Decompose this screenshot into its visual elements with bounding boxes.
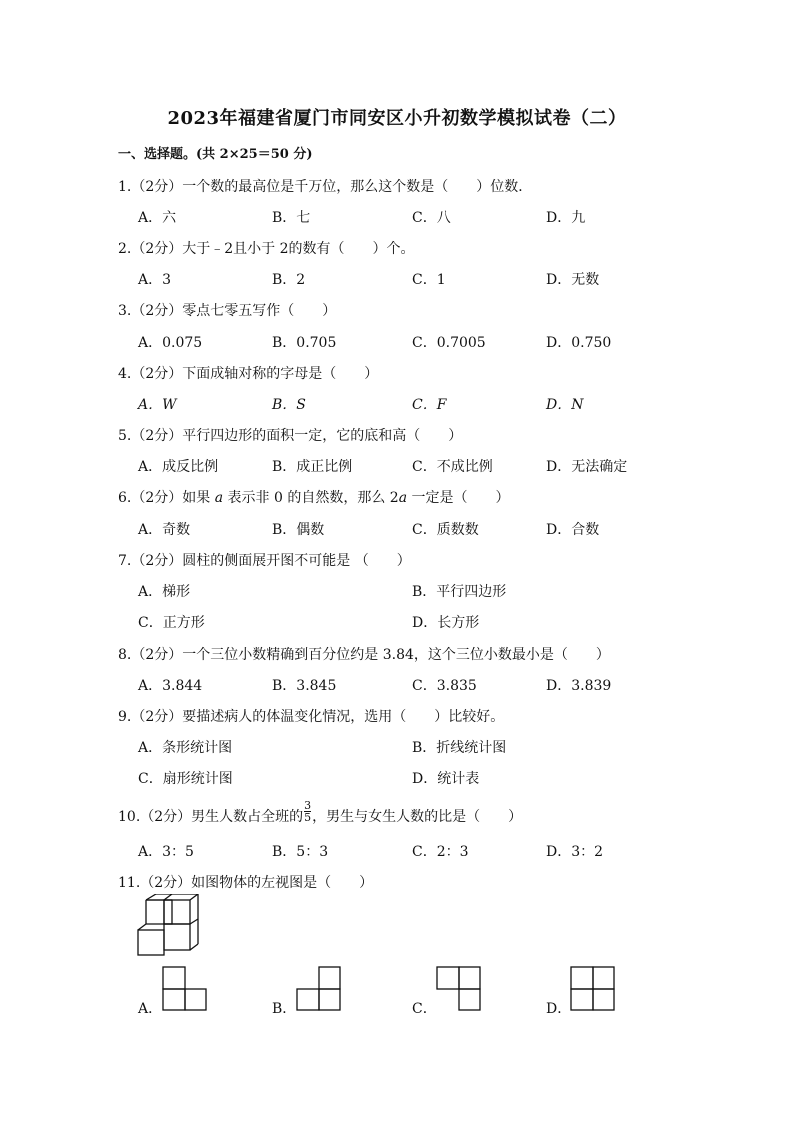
option-9b: B．折线统计图	[412, 740, 507, 756]
option-2c: C．1	[412, 272, 446, 288]
view-a-figure	[162, 966, 208, 1012]
option-2b: B．2	[272, 272, 306, 288]
option-11d: D．	[546, 1001, 572, 1017]
option-10d: D．3：2	[546, 844, 604, 860]
option-11b: B．	[272, 1001, 297, 1017]
option-7b: B．平行四边形	[412, 584, 507, 600]
option-4b: B．S	[272, 397, 306, 413]
option-11a: A．	[138, 1001, 163, 1017]
option-9a: A．条形统计图	[138, 740, 233, 756]
option-2d: D．无数	[546, 272, 600, 288]
option-4a: A．W	[138, 397, 177, 413]
option-1c: C．八	[412, 210, 451, 226]
page-title: 2023年福建省厦门市同安区小升初数学模拟试卷（二）	[167, 108, 627, 129]
option-1d: D．九	[546, 210, 586, 226]
option-7c: C．正方形	[138, 615, 205, 631]
question-1: 1.（2分）一个数的最高位是千万位，那么这个数是（ ）位数．	[118, 179, 533, 195]
question-5: 5.（2分）平行四边形的面积一定，它的底和高（ ）	[118, 428, 463, 444]
option-6b: B．偶数	[272, 522, 325, 538]
option-7d: D．长方形	[412, 615, 480, 631]
option-10b: B．5：3	[272, 844, 329, 860]
option-5b: B．成正比例	[272, 459, 353, 475]
option-2a: A．3	[138, 272, 172, 288]
option-8c: C．3.835	[412, 678, 477, 694]
option-3b: B．0.705	[272, 335, 337, 351]
option-1b: B．七	[272, 210, 311, 226]
question-6: 6.（2分）如果 a 表示非 0 的自然数，那么 2a 一定是（ ）	[118, 490, 510, 506]
cube-stack-figure	[136, 894, 200, 958]
option-9d: D．统计表	[412, 771, 480, 787]
fraction: $\frac{3}{5}$	[304, 798, 312, 824]
question-3: 3.（2分）零点七零五写作（ ）	[118, 303, 337, 319]
option-6a: A．奇数	[138, 522, 191, 538]
option-1a: A．六	[138, 210, 177, 226]
option-3d: D．0.750	[546, 335, 612, 351]
option-4c: C．F	[412, 397, 447, 413]
option-6d: D．合数	[546, 522, 600, 538]
section-heading: 一、选择题。(共 2×25＝50 分)	[118, 147, 313, 162]
option-5c: C．不成比例	[412, 459, 493, 475]
question-11: 11.（2分）如图物体的左视图是（ ）	[118, 875, 374, 891]
view-b-figure	[296, 966, 342, 1012]
question-4: 4.（2分）下面成轴对称的字母是（ ）	[118, 366, 379, 382]
option-5d: D．无法确定	[546, 459, 628, 475]
option-7a: A．梯形	[138, 584, 191, 600]
option-8a: A．3.844	[138, 678, 203, 694]
option-9c: C．扇形统计图	[138, 771, 233, 787]
question-8: 8.（2分）一个三位小数精确到百分位约是 3.84，这个三位小数最小是（ ）	[118, 647, 610, 663]
view-c-figure	[436, 966, 482, 1012]
option-4d: D．N	[546, 397, 584, 413]
option-8d: D．3.839	[546, 678, 612, 694]
question-9: 9.（2分）要描述病人的体温变化情况，选用（ ）比较好。	[118, 709, 505, 725]
option-8b: B．3.845	[272, 678, 337, 694]
option-3c: C．0.7005	[412, 335, 486, 351]
option-11c: C．	[412, 1001, 437, 1017]
option-6c: C．质数数	[412, 522, 479, 538]
option-5a: A．成反比例	[138, 459, 219, 475]
option-10a: A．3：5	[138, 844, 194, 860]
question-7: 7.（2分）圆柱的侧面展开图不可能是 （ ）	[118, 553, 411, 569]
view-d-figure	[570, 966, 616, 1012]
question-10: 10.（2分）男生人数占全班的 $\frac{3}{5}$ ，男生与女生人数的比是（ ）	[118, 798, 523, 825]
question-2: 2.（2分）大于﹣2且小于 2的数有（ ）个。	[118, 241, 415, 257]
option-10c: C．2：3	[412, 844, 469, 860]
option-3a: A．0.075	[138, 335, 203, 351]
